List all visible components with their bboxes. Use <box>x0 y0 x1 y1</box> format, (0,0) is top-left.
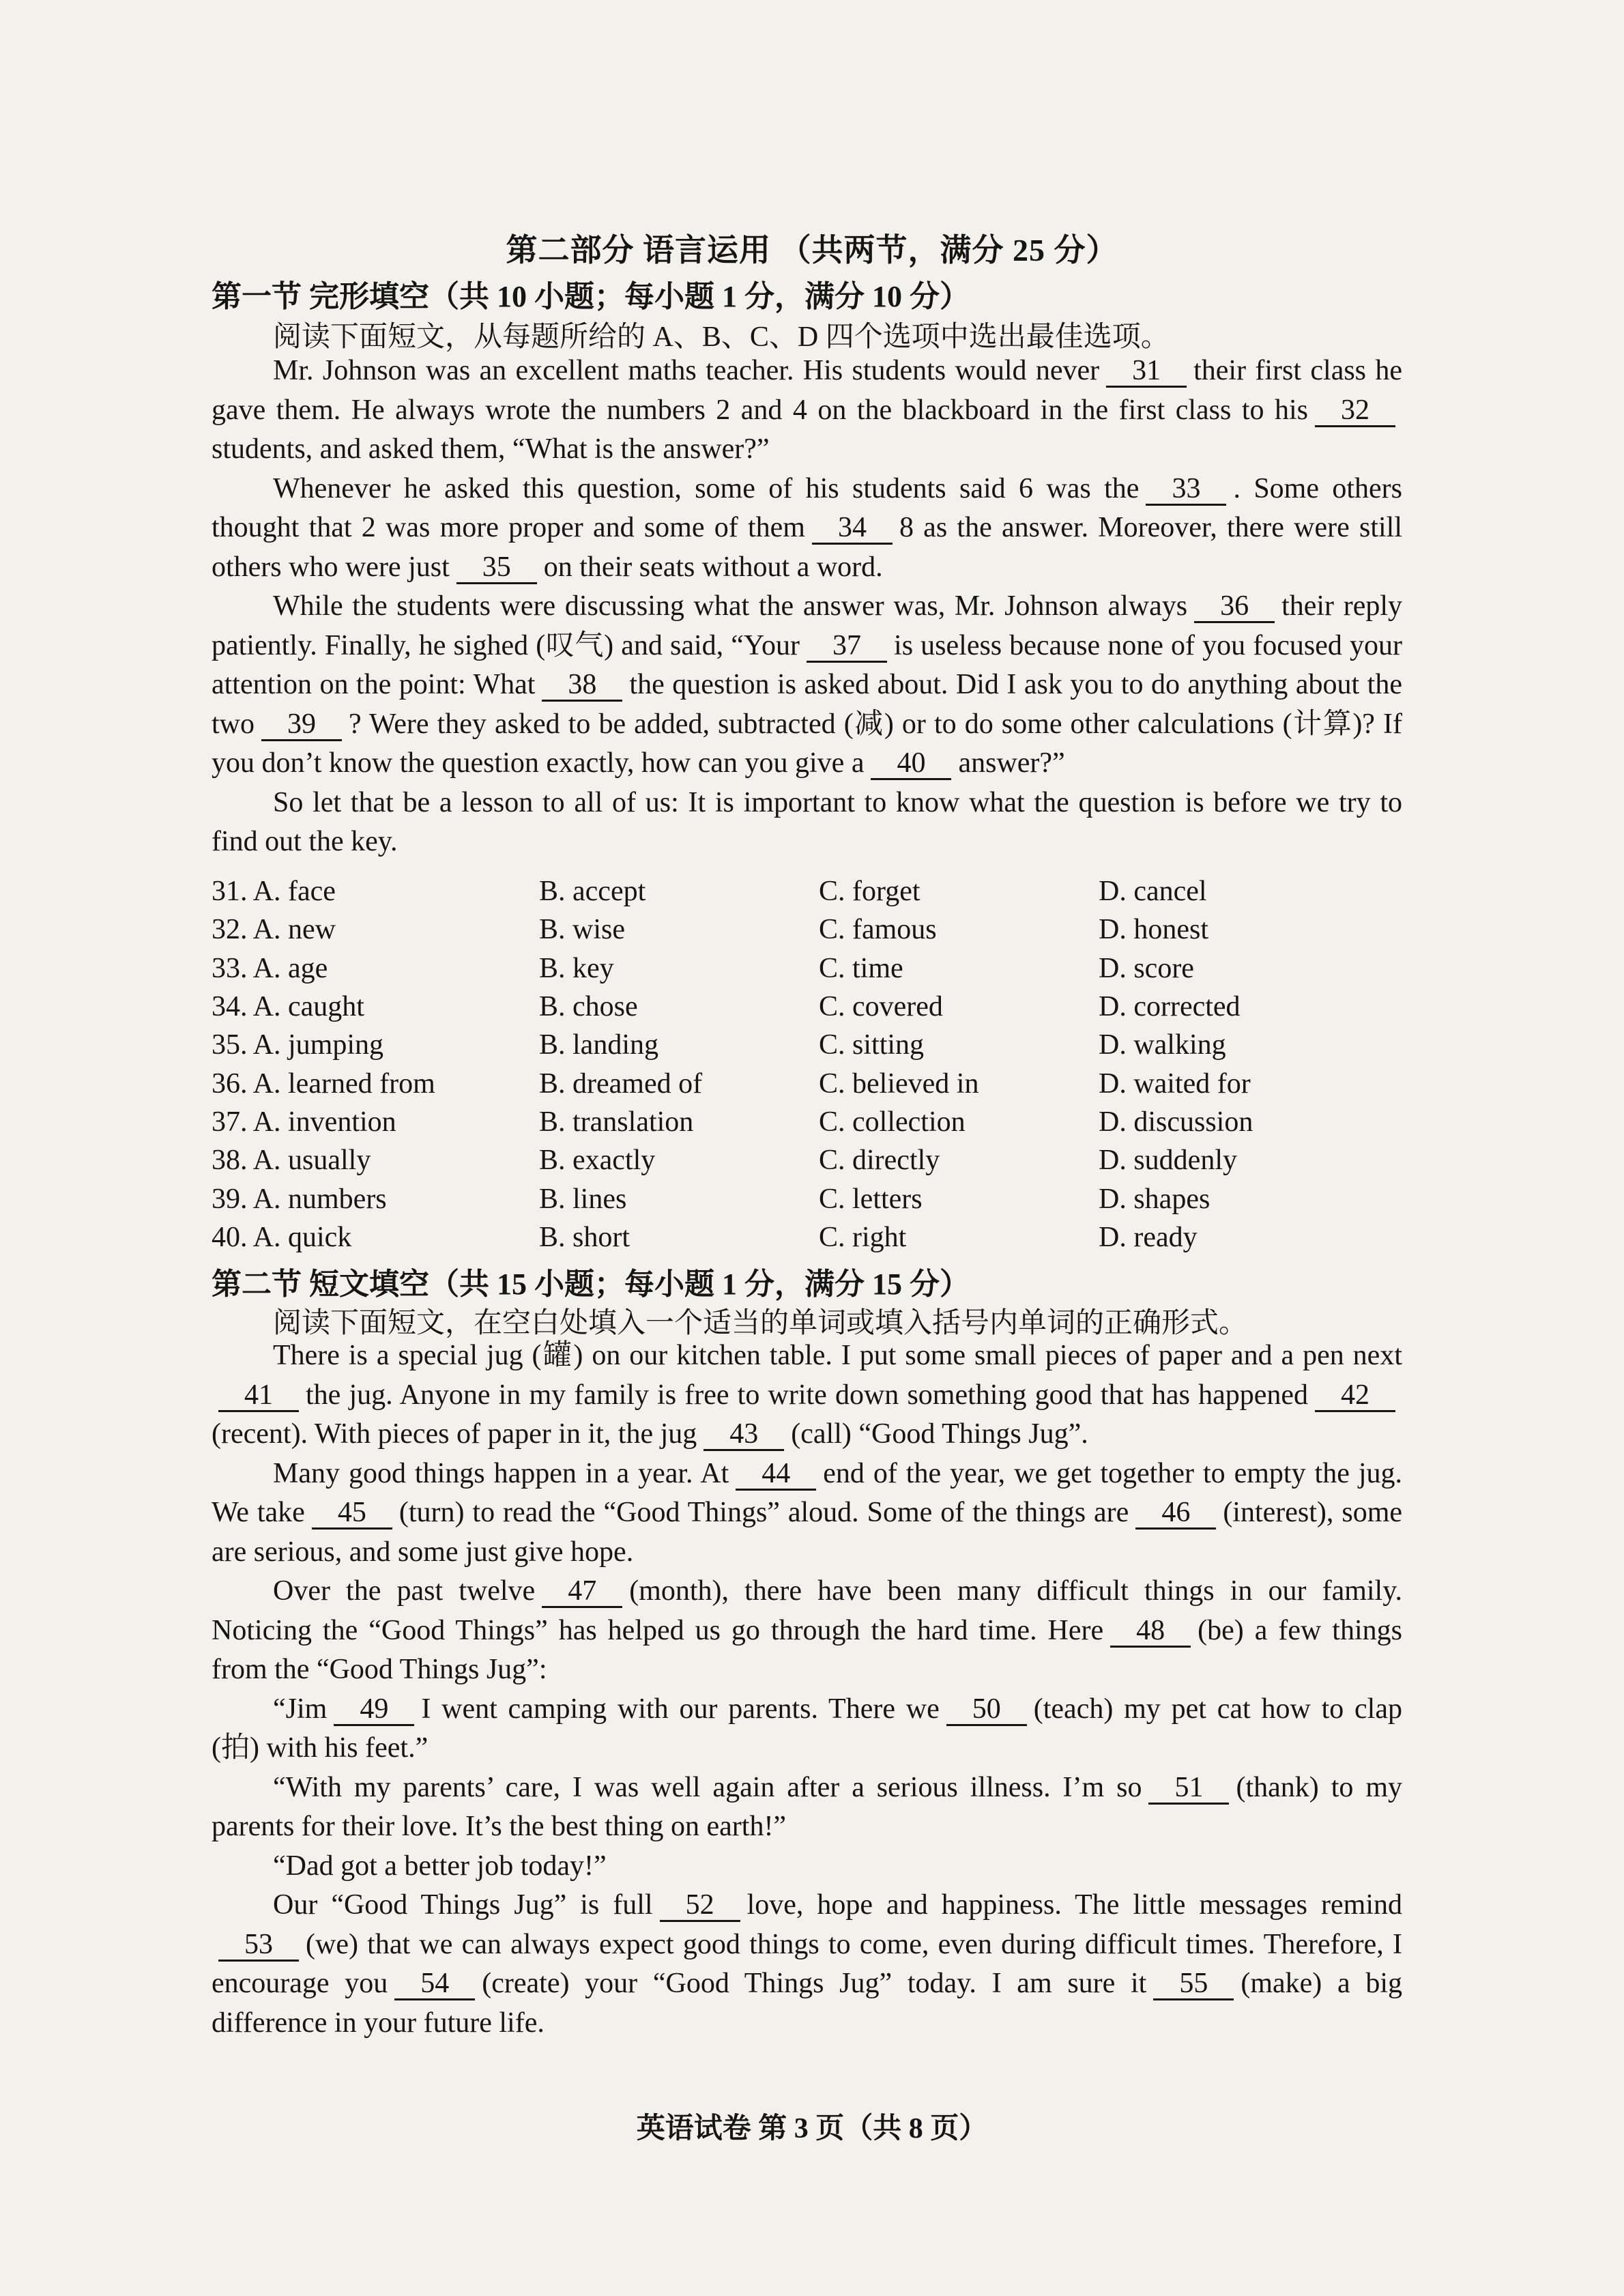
blank-49[interactable]: 49 <box>334 1694 414 1726</box>
page-footer: 英语试卷 第 3 页（共 8 页） <box>636 2113 988 2144</box>
fill-paragraph-5: “With my parents’ care, I was well again after a serious illness. I’m so 51 (thank) to my parents for their love. It’s the best thing on earth!” <box>212 1771 1402 1842</box>
option-38-b[interactable]: B. exactly <box>539 1145 656 1177</box>
option-40-b[interactable]: B. short <box>539 1221 630 1253</box>
option-row-35 <box>212 1026 1402 1064</box>
option-34-c[interactable]: C. covered <box>819 991 943 1023</box>
cloze-paragraph-4: So let that be a lesson to all of us: It is important to know what the question is before we try to find out the key. <box>212 786 1402 857</box>
option-31-a[interactable]: 31. A. face <box>212 876 336 908</box>
option-32-a[interactable]: 32. A. new <box>212 914 336 946</box>
option-row-36 <box>212 1064 1402 1102</box>
option-row-32 <box>212 910 1402 949</box>
blank-34[interactable]: 34 <box>812 513 893 545</box>
part-title: 第二部分 语言运用 （共两节，满分 25 分） <box>506 233 1118 268</box>
option-38-c[interactable]: C. directly <box>819 1145 940 1177</box>
option-row-40 <box>212 1218 1402 1257</box>
option-32-c[interactable]: C. famous <box>819 914 937 946</box>
option-34-a[interactable]: 34. A. caught <box>212 991 364 1023</box>
option-36-b[interactable]: B. dreamed of <box>539 1067 703 1100</box>
option-35-a[interactable]: 35. A. jumping <box>212 1029 384 1061</box>
option-35-d[interactable]: D. walking <box>1099 1029 1226 1061</box>
fill-paragraph-3: Over the past twelve 47 (month), there have been many difficult things in our family. Noticing the “Good Things” has helped us go through the hard time. Here 48 (be) a few things from the “Good Things Jug”: <box>212 1575 1402 1685</box>
blank-54[interactable]: 54 <box>394 1968 475 2000</box>
option-31-b[interactable]: B. accept <box>539 876 646 908</box>
blank-40[interactable]: 40 <box>871 748 951 780</box>
cloze-paragraph-2: Whenever he asked this question, some of his students said 6 was the 33 . Some others thought that 2 was more proper and some of them 34 8 as the answer. Moreover, there were still others who were just 35 on their seats without a word. <box>212 470 1402 588</box>
option-row-33 <box>212 949 1402 988</box>
option-34-b[interactable]: B. chose <box>539 991 638 1023</box>
option-37-c[interactable]: C. collection <box>819 1106 966 1138</box>
fill-paragraph-1: There is a special jug (罐) on our kitchen table. I put some small pieces of paper and a pen next41 the jug. Anyone in my family is free to write down something good that has happened 42(recent). With pieces of paper in it, the jug 43 (call) “Good Things Jug”. <box>212 1336 1402 1454</box>
blank-51[interactable]: 51 <box>1148 1773 1229 1805</box>
option-39-c[interactable]: C. letters <box>819 1183 923 1215</box>
option-33-d[interactable]: D. score <box>1099 952 1194 984</box>
blank-55[interactable]: 55 <box>1153 1968 1234 2000</box>
option-row-34 <box>212 988 1402 1026</box>
option-39-a[interactable]: 39. A. numbers <box>212 1183 387 1215</box>
option-33-c[interactable]: C. time <box>819 952 903 984</box>
blank-50[interactable]: 50 <box>946 1694 1027 1726</box>
options-table <box>212 872 1402 1257</box>
blank-43[interactable]: 43 <box>704 1419 784 1451</box>
option-36-a[interactable]: 36. A. learned from <box>212 1067 435 1100</box>
blank-52[interactable]: 52 <box>660 1890 740 1922</box>
section2-instruction: 阅读下面短文，在空白处填入一个适当的单词或填入括号内单词的正确形式。 <box>273 1308 1248 1339</box>
cloze-passage <box>212 351 1402 862</box>
option-38-a[interactable]: 38. A. usually <box>212 1145 371 1177</box>
option-37-b[interactable]: B. translation <box>539 1106 694 1138</box>
option-36-c[interactable]: C. believed in <box>819 1067 979 1100</box>
blank-32[interactable]: 32 <box>1315 395 1395 427</box>
option-40-a[interactable]: 40. A. quick <box>212 1221 352 1253</box>
option-row-31 <box>212 872 1402 910</box>
option-33-a[interactable]: 33. A. age <box>212 952 328 984</box>
blank-45[interactable]: 45 <box>312 1497 392 1530</box>
option-37-d[interactable]: D. discussion <box>1099 1106 1253 1138</box>
option-31-d[interactable]: D. cancel <box>1099 876 1207 908</box>
option-39-b[interactable]: B. lines <box>539 1183 627 1215</box>
option-40-c[interactable]: C. right <box>819 1221 907 1253</box>
fill-paragraph-4: “Jim 49 I went camping with our parents. There we 50 (teach) my pet cat how to clap (拍) with his feet.” <box>212 1693 1402 1764</box>
blank-41[interactable]: 41 <box>218 1380 299 1412</box>
option-38-d[interactable]: D. suddenly <box>1099 1145 1237 1177</box>
option-31-c[interactable]: C. forget <box>819 876 920 908</box>
blank-36[interactable]: 36 <box>1194 591 1275 623</box>
blank-38[interactable]: 38 <box>542 670 622 702</box>
blank-53[interactable]: 53 <box>218 1929 299 1962</box>
blank-37[interactable]: 37 <box>807 631 887 663</box>
fill-paragraph-6: “Dad got a better job today!” <box>273 1850 607 1882</box>
blank-46[interactable]: 46 <box>1135 1497 1216 1530</box>
fill-passage <box>212 1336 1402 2043</box>
cloze-paragraph-1: Mr. Johnson was an excellent maths teacher. His students would never 31 their first class he gave them. He always wrote the numbers 2 and 4 on the blackboard in the first class to his 32students, and asked them, “What is the answer?” <box>212 355 1403 465</box>
blank-48[interactable]: 48 <box>1110 1616 1191 1648</box>
blank-31[interactable]: 31 <box>1106 356 1187 388</box>
option-35-c[interactable]: C. sitting <box>819 1029 925 1061</box>
blank-44[interactable]: 44 <box>736 1459 816 1491</box>
option-32-d[interactable]: D. honest <box>1099 914 1208 946</box>
blank-47[interactable]: 47 <box>542 1576 622 1608</box>
section2-heading: 第二节 短文填空（共 15 小题；每小题 1 分，满分 15 分） <box>212 1267 970 1301</box>
option-37-a[interactable]: 37. A. invention <box>212 1106 396 1138</box>
blank-42[interactable]: 42 <box>1315 1380 1395 1412</box>
option-33-b[interactable]: B. key <box>539 952 614 984</box>
option-35-b[interactable]: B. landing <box>539 1029 658 1061</box>
option-32-b[interactable]: B. wise <box>539 914 625 946</box>
cloze-paragraph-3: While the students were discussing what the answer was, Mr. Johnson always 36 their reply patiently. Finally, he sighed (叹气) and said, “Your 37 is useless because none of you focused your attention on the point: What 38 the question is asked about. Did I ask you to do anything about the two 39 ? Were they asked to be added, subtracted (减) or to do some other calculations (计算)? If you don’t know the question exactly, how can you give a 40 answer?” <box>212 587 1402 784</box>
option-34-d[interactable]: D. corrected <box>1099 991 1241 1023</box>
option-row-37 <box>212 1103 1402 1141</box>
option-36-d[interactable]: D. waited for <box>1099 1067 1251 1100</box>
fill-paragraph-2: Many good things happen in a year. At 44 end of the year, we get together to empty the jug. We take 45 (turn) to read the “Good Things” aloud. Some of the things are 46 (interest), some are serious, and some just give hope. <box>212 1457 1403 1568</box>
blank-35[interactable]: 35 <box>456 552 537 584</box>
blank-39[interactable]: 39 <box>261 709 342 741</box>
section1-instruction: 阅读下面短文，从每题所给的 A、B、C、D 四个选项中选出最佳选项。 <box>273 321 1170 353</box>
option-row-38 <box>212 1141 1402 1179</box>
option-row-39 <box>212 1179 1402 1218</box>
option-39-d[interactable]: D. shapes <box>1099 1183 1210 1215</box>
section1-heading: 第一节 完形填空（共 10 小题；每小题 1 分，满分 10 分） <box>212 280 970 313</box>
option-40-d[interactable]: D. ready <box>1099 1221 1198 1253</box>
fill-paragraph-7: Our “Good Things Jug” is full 52 love, hope and happiness. The little messages remind53 (we) that we can always expect good things to come, even during difficult times. Therefore, I encourage you 54 (create) your “Good Things Jug” today. I am sure it 55 (make) a big difference in your future life. <box>212 1889 1402 2039</box>
blank-33[interactable]: 33 <box>1146 474 1226 506</box>
